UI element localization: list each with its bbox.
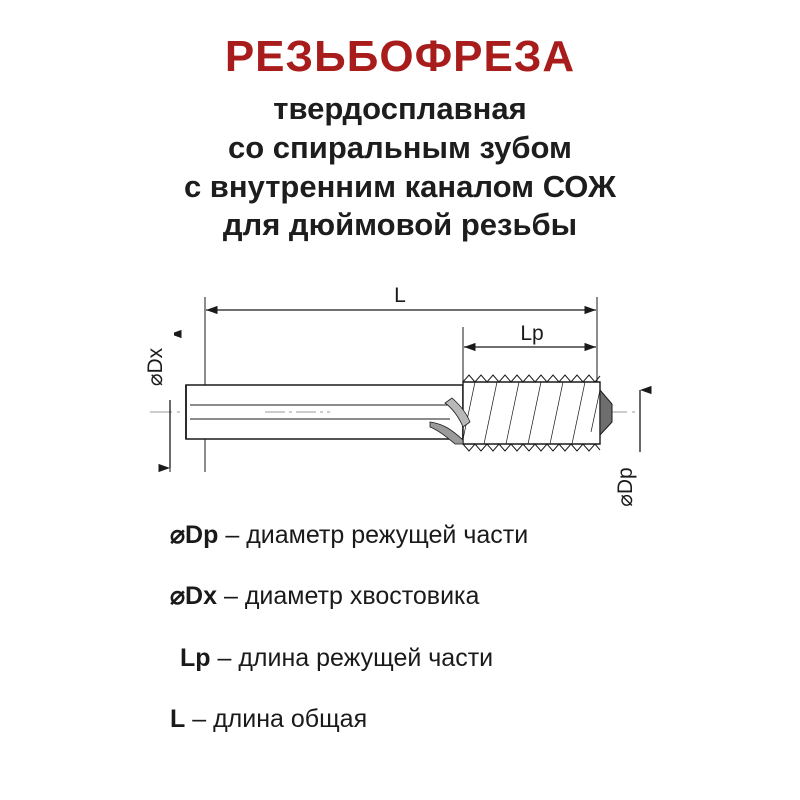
legend-text-lp: длина режущей части [238, 643, 494, 672]
page-title: РЕЗЬБОФРЕЗА [224, 32, 576, 81]
dimension-label-Dp: ⌀Dp [614, 467, 637, 507]
subtitle-list [0, 90, 800, 245]
legend-symbol-dp: ⌀Dp [170, 521, 219, 549]
dimension-label-L: L [394, 284, 406, 307]
thread-teeth-top [463, 375, 600, 382]
dimension-Dx [144, 332, 174, 468]
subtitle-line-4: для дюймовой резьбы [222, 207, 578, 243]
dimension-Dp [614, 390, 644, 520]
legend-text-l: длина общая [213, 704, 368, 733]
legend-item-dp [0, 520, 800, 551]
dimension-label-Dx: ⌀Dx [144, 347, 167, 387]
legend-symbol-dx: ⌀Dx [170, 582, 218, 611]
tool-technical-drawing [0, 272, 800, 532]
thread-teeth-bottom [463, 444, 600, 451]
legend-item-dx [0, 581, 800, 612]
legend-dash-dx: – [217, 582, 245, 611]
legend-dash-dp: – [218, 521, 247, 549]
legend-symbol-lp: Lp [180, 643, 211, 672]
dimension-label-Lp: Lp [520, 322, 544, 345]
subtitle-line-2: со спиральным зубом [228, 129, 572, 165]
legend-dash-lp: – [210, 643, 239, 672]
legend-item-lp [0, 643, 800, 674]
title-block [0, 34, 800, 245]
subtitle-line-1: твердосплавная [273, 91, 527, 127]
legend-item-l [0, 704, 800, 735]
legend-text-dx: диаметр хвостовика [244, 582, 480, 611]
legend [0, 520, 800, 765]
tool-body [186, 375, 612, 451]
dimension-Lp [464, 320, 596, 347]
legend-dash-l: – [185, 704, 214, 733]
dimension-L [206, 282, 596, 310]
legend-text-dp: диаметр режущей части [246, 521, 529, 549]
legend-symbol-l: L [170, 704, 186, 733]
subtitle-line-3: с внутренним каналом СОЖ [183, 168, 617, 204]
